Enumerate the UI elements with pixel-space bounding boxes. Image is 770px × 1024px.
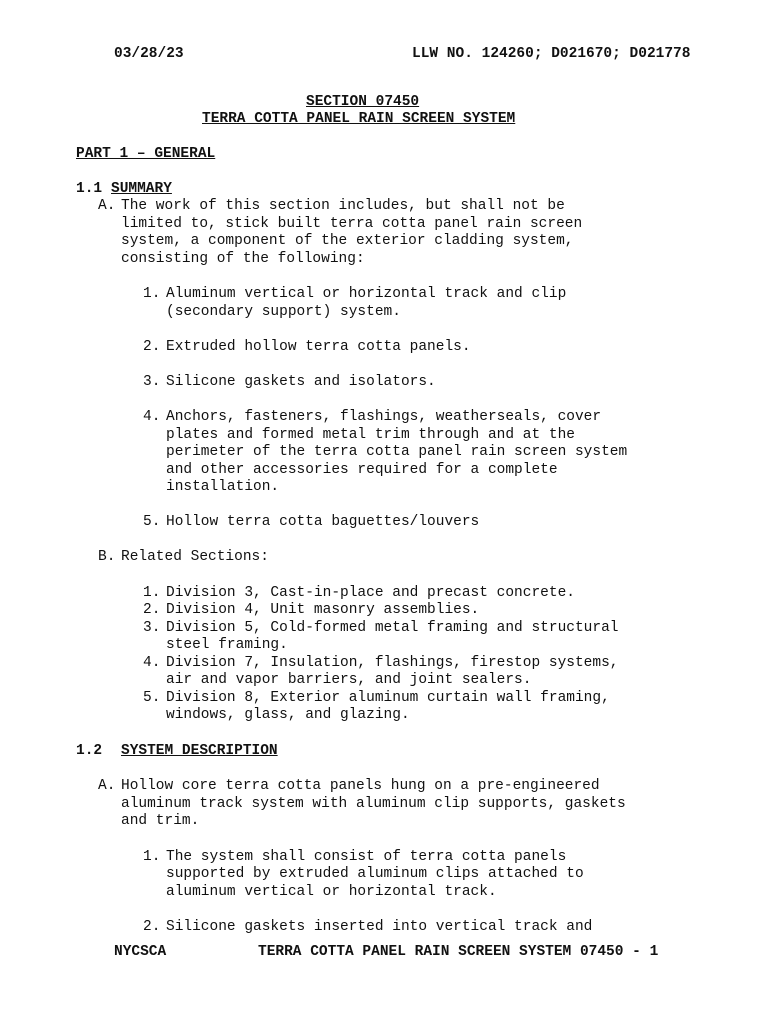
paragraph-line: Hollow core terra cotta panels hung on a pre-engineered [121, 778, 600, 794]
list-item-line: Hollow terra cotta baguettes/louvers [166, 514, 480, 530]
list-item-line: aluminum vertical or horizontal track. [166, 883, 497, 900]
paragraph-line: and trim. [121, 813, 200, 829]
paragraph-line: limited to, stick built terra cotta panel rain screen [121, 215, 583, 232]
list-item-line: Division 5, Cold-formed metal framing and structural [166, 619, 619, 636]
list-item-line: perimeter of the terra cotta panel rain screen system [166, 444, 628, 460]
list-item-marker: 2. [143, 602, 161, 618]
list-item-line: Division 8, Exterior aluminum curtain wall framing, [166, 689, 610, 706]
paragraph-line: aluminum track system with aluminum clip supports, gaskets [121, 795, 626, 812]
header-date: 03/28/23 [114, 46, 184, 62]
list-item-marker: 4. [143, 654, 161, 671]
paragraph-line: Related Sections: [121, 549, 269, 565]
paragraph-marker: A. [98, 778, 116, 794]
list-item-line: Division 3, Cast-in-place and precast concrete. [166, 584, 575, 601]
footer-organization: NYCSCA [114, 944, 167, 960]
list-item-marker: 5. [143, 514, 161, 530]
list-item-marker: 3. [143, 619, 161, 636]
list-item-marker: 1. [143, 584, 161, 601]
article-1-2-number: 1.2 [76, 743, 103, 759]
list-item-line: Aluminum vertical or horizontal track and clip [166, 286, 567, 302]
paragraph-marker: A. [98, 198, 116, 214]
list-item-marker: 4. [143, 409, 161, 425]
footer-page-title: TERRA COTTA PANEL RAIN SCREEN SYSTEM 07450 - 1 [258, 944, 659, 960]
list-item-marker: 3. [143, 374, 161, 390]
list-item-marker: 2. [143, 339, 161, 355]
list-item-line: windows, glass, and glazing. [166, 707, 410, 723]
paragraph-line: The work of this section includes, but shall not be [121, 198, 565, 214]
list-item-marker: 5. [143, 689, 161, 706]
article-1-1-heading: SUMMARY [111, 181, 172, 197]
paragraph-line: system, a component of the exterior cladding system, [121, 233, 574, 249]
paragraph-line: consisting of the following: [121, 250, 365, 267]
list-item-line: plates and formed metal trim through and at the [166, 426, 575, 443]
list-item-line: installation. [166, 479, 280, 495]
list-item-line: Silicone gaskets inserted into vertical track and [166, 918, 593, 935]
list-item-line: Division 4, Unit masonry assemblies. [166, 602, 480, 618]
list-item-line: air and vapor barriers, and joint sealers. [166, 672, 532, 688]
list-item-line: The system shall consist of terra cotta panels [166, 848, 567, 865]
article-1-1-number: 1.1 [76, 181, 103, 197]
list-item-line: Division 7, Insulation, flashings, firestop systems, [166, 654, 619, 671]
part-1-heading: PART 1 – GENERAL [76, 146, 216, 162]
list-item-marker: 1. [143, 848, 161, 865]
section-title: TERRA COTTA PANEL RAIN SCREEN SYSTEM [202, 111, 516, 127]
list-item-marker: 2. [143, 918, 161, 935]
list-item-line: Anchors, fasteners, flashings, weatherseals, cover [166, 409, 602, 425]
article-1-2-heading: SYSTEM DESCRIPTION [121, 743, 278, 759]
list-item-line: supported by extruded aluminum clips attached to [166, 866, 584, 882]
list-item-line: steel framing. [166, 637, 288, 653]
list-item-line: Extruded hollow terra cotta panels. [166, 339, 471, 355]
header-llw-number: LLW NO. 124260; D021670; D021778 [412, 46, 691, 62]
section-number: SECTION 07450 [306, 94, 420, 110]
list-item-marker: 1. [143, 286, 161, 302]
paragraph-marker: B. [98, 549, 116, 565]
list-item-line: Silicone gaskets and isolators. [166, 374, 436, 390]
list-item-line: (secondary support) system. [166, 303, 401, 320]
list-item-line: and other accessories required for a complete [166, 461, 558, 478]
